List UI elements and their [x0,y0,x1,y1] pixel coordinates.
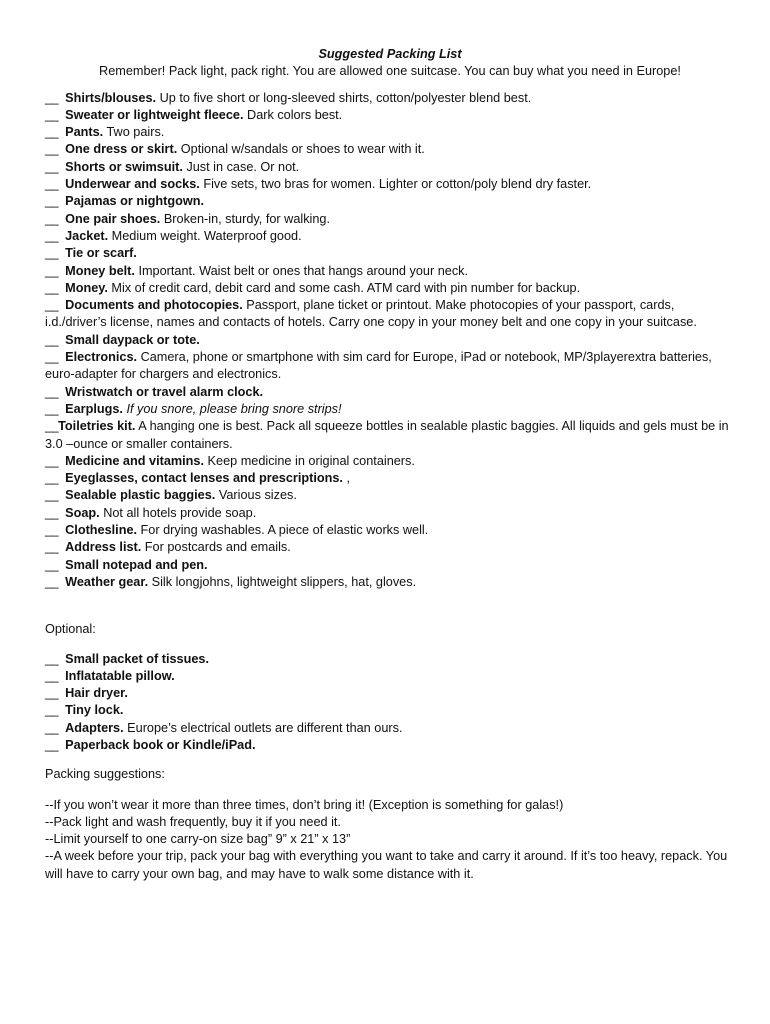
item-description: Medium weight. Waterproof good. [108,228,302,243]
checkbox-blank[interactable]: __ [45,211,59,226]
item-name: Small notepad and pen. [65,557,208,572]
item-description: Passport, plane ticket or printout. Make photocopies of your passport, cards, i.d./driver’s license, names and contacts of hotels. Carry one copy in your money belt and one copy in your suitcase. [45,298,697,330]
checklist-item [45,141,735,158]
checklist-item [45,453,735,470]
checkbox-blank[interactable]: __ [45,177,59,192]
checkbox-blank[interactable]: __ [45,488,59,503]
item-name: Shirts/blouses. [65,90,157,105]
document-page [45,46,735,883]
item-description: Various sizes. [215,488,297,503]
item-name: Clothesline. [65,523,138,538]
item-description: Europe’s electrical outlets are different than ours. [123,720,403,735]
item-name: Documents and photocopies. [65,298,243,313]
item-name: One pair shoes. [65,211,161,226]
checklist-item [45,193,735,210]
item-name: Tie or scarf. [65,246,137,261]
checklist-item [45,263,735,280]
checkbox-blank[interactable]: __ [45,194,59,209]
checkbox-blank[interactable]: __ [45,540,59,555]
item-description: Broken-in, sturdy, for walking. [160,211,331,226]
checkbox-blank[interactable]: __ [45,737,59,752]
item-description: , [342,471,351,486]
checklist-item [45,702,735,719]
packing-suggestions [45,797,735,883]
checklist-item [45,668,735,685]
item-name: Small daypack or tote. [65,332,200,347]
checklist-item [45,539,735,556]
item-name: Eyeglasses, contact lenses and prescriptions. [65,471,343,486]
item-description: Silk longjohns, lightweight slippers, hat, gloves. [148,574,417,589]
checkbox-blank[interactable]: __ [45,384,59,399]
item-description: For postcards and emails. [141,540,291,555]
item-description: A hanging one is best. Pack all squeeze bottles in sealable plastic baggies. All liquids and gels must be in 3.0 –ounce or smaller containers. [45,419,729,451]
item-description: For drying washables. A piece of elastic works well. [137,523,429,538]
item-description: If you snore, please bring snore strips! [122,401,342,416]
suggestion-line: --A week before your trip, pack your bag with everything you want to take and carry it around. If it’s too heavy, repack. You will have to carry your own bag, and may have to walk some distance with it. [45,849,728,881]
item-name: Toiletries kit. [58,419,136,434]
checkbox-blank[interactable]: __ [45,263,59,278]
checkbox-blank[interactable]: __ [45,142,59,157]
suggestions-heading: Packing suggestions: [45,767,165,782]
item-name: Underwear and socks. [65,177,200,192]
item-name: Sweater or lightweight fleece. [65,107,244,122]
checklist-item [45,280,735,297]
item-description: Two pairs. [103,125,165,140]
checklist-item [45,522,735,539]
item-name: Adapters. [65,720,124,735]
item-description: Up to five short or long-sleeved shirts, cotton/polyester blend best. [156,90,532,105]
checklist-item [45,557,735,574]
item-name: Address list. [65,540,142,555]
item-name: Inflatatable pillow. [65,668,175,683]
item-name: Money belt. [65,263,135,278]
checklist-item [45,720,735,737]
item-name: Hair dryer. [65,686,128,701]
checkbox-blank[interactable]: __ [45,401,59,416]
checkbox-blank[interactable]: __ [45,90,59,105]
document-intro: Remember! Pack light, pack right. You are allowed one suitcase. You can buy what you need in Europe! [99,64,681,79]
checkbox-blank[interactable]: __ [45,107,59,122]
item-name: Jacket. [65,228,109,243]
checkbox-blank[interactable]: __ [45,557,59,572]
item-description: Not all hotels provide soap. [99,505,257,520]
checklist-item [45,737,735,754]
item-name: Small packet of tissues. [65,651,209,666]
item-name: Weather gear. [65,574,149,589]
optional-heading: Optional: [45,622,96,637]
checklist-item [45,228,735,245]
item-name: Pajamas or nightgown. [65,194,204,209]
checklist-item [45,418,735,453]
checkbox-blank[interactable]: __ [45,651,59,666]
checklist-item [45,470,735,487]
checklist-item [45,90,735,107]
item-name: Medicine and vitamins. [65,453,205,468]
item-name: Earplugs. [65,401,123,416]
document-title: Suggested Packing List [318,47,462,61]
checkbox-blank[interactable]: __ [45,668,59,683]
item-name: Paperback book or Kindle/iPad. [65,737,256,752]
checklist-item [45,384,735,401]
item-name: Pants. [65,125,104,140]
checkbox-blank[interactable]: __ [45,350,59,365]
checklist-item [45,124,735,141]
checklist-item [45,297,735,332]
checkbox-blank[interactable]: __ [45,280,59,295]
checkbox-blank[interactable]: __ [45,686,59,701]
checkbox-blank[interactable]: __ [45,298,59,313]
checklist-item [45,349,735,384]
optional-checklist [45,651,735,755]
checklist-item [45,332,735,349]
checklist-item [45,574,735,591]
item-description: Dark colors best. [243,107,343,122]
item-name: Electronics. [65,350,138,365]
item-description: Keep medicine in original containers. [204,453,415,468]
checkbox-blank[interactable]: __ [45,471,59,486]
item-name: Tiny lock. [65,703,124,718]
checkbox-blank[interactable]: __ [45,574,59,589]
checkbox-blank[interactable]: __ [45,419,59,434]
checklist-item [45,401,735,418]
item-description: Just in case. Or not. [182,159,300,174]
checklist-item [45,651,735,668]
checklist-item [45,211,735,228]
checkbox-blank[interactable]: __ [45,523,59,538]
item-description: Camera, phone or smartphone with sim card for Europe, iPad or notebook, MP/3playerextra batteries, euro-adapter for chargers and electronics. [45,350,712,382]
item-description: Important. Waist belt or ones that hangs around your neck. [134,263,469,278]
checkbox-blank[interactable]: __ [45,332,59,347]
checkbox-blank[interactable]: __ [45,505,59,520]
suggestion-line: --Limit yourself to one carry-on size bag” 9” x 21” x 13” [45,832,351,847]
item-description: Mix of credit card, debit card and some cash. ATM card with pin number for backup. [107,280,581,295]
checklist-item [45,685,735,702]
checklist-item [45,245,735,262]
checklist-item [45,176,735,193]
checkbox-blank[interactable]: __ [45,159,59,174]
checkbox-blank[interactable]: __ [45,125,59,140]
item-description: Five sets, two bras for women. Lighter or cotton/poly blend dry faster. [199,177,592,192]
item-name: One dress or skirt. [65,142,178,157]
checklist-item [45,505,735,522]
item-description: Optional w/sandals or shoes to wear with it. [177,142,425,157]
suggestion-line: --Pack light and wash frequently, buy it if you need it. [45,814,341,829]
packing-checklist [45,90,735,592]
item-name: Wristwatch or travel alarm clock. [65,384,264,399]
checkbox-blank[interactable]: __ [45,228,59,243]
checkbox-blank[interactable]: __ [45,720,59,735]
checkbox-blank[interactable]: __ [45,246,59,261]
checkbox-blank[interactable]: __ [45,703,59,718]
checkbox-blank[interactable]: __ [45,453,59,468]
checklist-item [45,159,735,176]
checklist-item [45,487,735,504]
checklist-item [45,107,735,124]
item-name: Money. [65,280,108,295]
item-name: Sealable plastic baggies. [65,488,216,503]
item-name: Soap. [65,505,100,520]
suggestion-line: --If you won’t wear it more than three times, don’t bring it! (Exception is something for galas!) [45,797,564,812]
item-name: Shorts or swimsuit. [65,159,183,174]
